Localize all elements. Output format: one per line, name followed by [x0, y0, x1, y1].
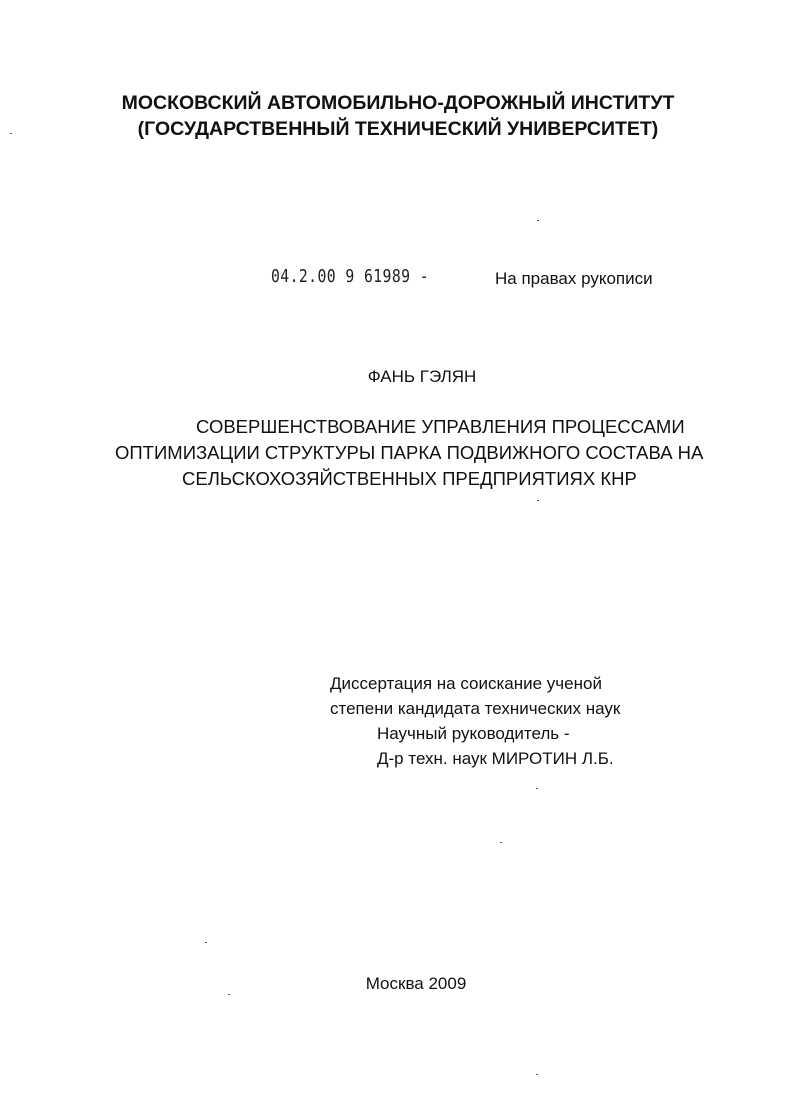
dissertation-type-line-1: Диссертация на соискание ученой: [330, 674, 602, 693]
supervisor-name: Д-р техн. наук МИРОТИН Л.Б.: [377, 749, 614, 768]
registration-number: 04.2.00 9 61989 -: [271, 266, 430, 287]
thesis-title-line-1: СОВЕРШЕНСТВОВАНИЕ УПРАВЛЕНИЯ ПРОЦЕССАМИ: [196, 416, 685, 437]
scan-speck: [536, 788, 538, 789]
supervisor-label: Научный руководитель -: [377, 724, 570, 743]
scan-speck: [228, 994, 230, 995]
scan-speck: [205, 942, 207, 943]
thesis-title-line-3: СЕЛЬСКОХОЗЯЙСТВЕННЫХ ПРЕДПРИЯТИЯХ КНР: [182, 468, 637, 489]
thesis-title-line-2: ОПТИМИЗАЦИИ СТРУКТУРЫ ПАРКА ПОДВИЖНОГО СОСТАВА НА: [115, 442, 704, 463]
rights-note: На правах рукописи: [495, 269, 653, 288]
scan-speck: [537, 500, 539, 501]
dissertation-type-line-2: степени кандидата технических наук: [330, 699, 621, 718]
scan-speck: [500, 842, 502, 843]
scan-speck: [10, 133, 12, 134]
city-year: Москва 2009: [365, 974, 467, 993]
author-name: ФАНЬ ГЭЛЯН: [367, 367, 477, 386]
scan-speck: [536, 1074, 538, 1075]
institute-name: МОСКОВСКИЙ АВТОМОБИЛЬНО-ДОРОЖНЫЙ ИНСТИТУТ: [121, 92, 675, 114]
institute-subtitle: (ГОСУДАРСТВЕННЫЙ ТЕХНИЧЕСКИЙ УНИВЕРСИТЕТ): [137, 118, 659, 140]
scan-speck: [537, 220, 539, 221]
